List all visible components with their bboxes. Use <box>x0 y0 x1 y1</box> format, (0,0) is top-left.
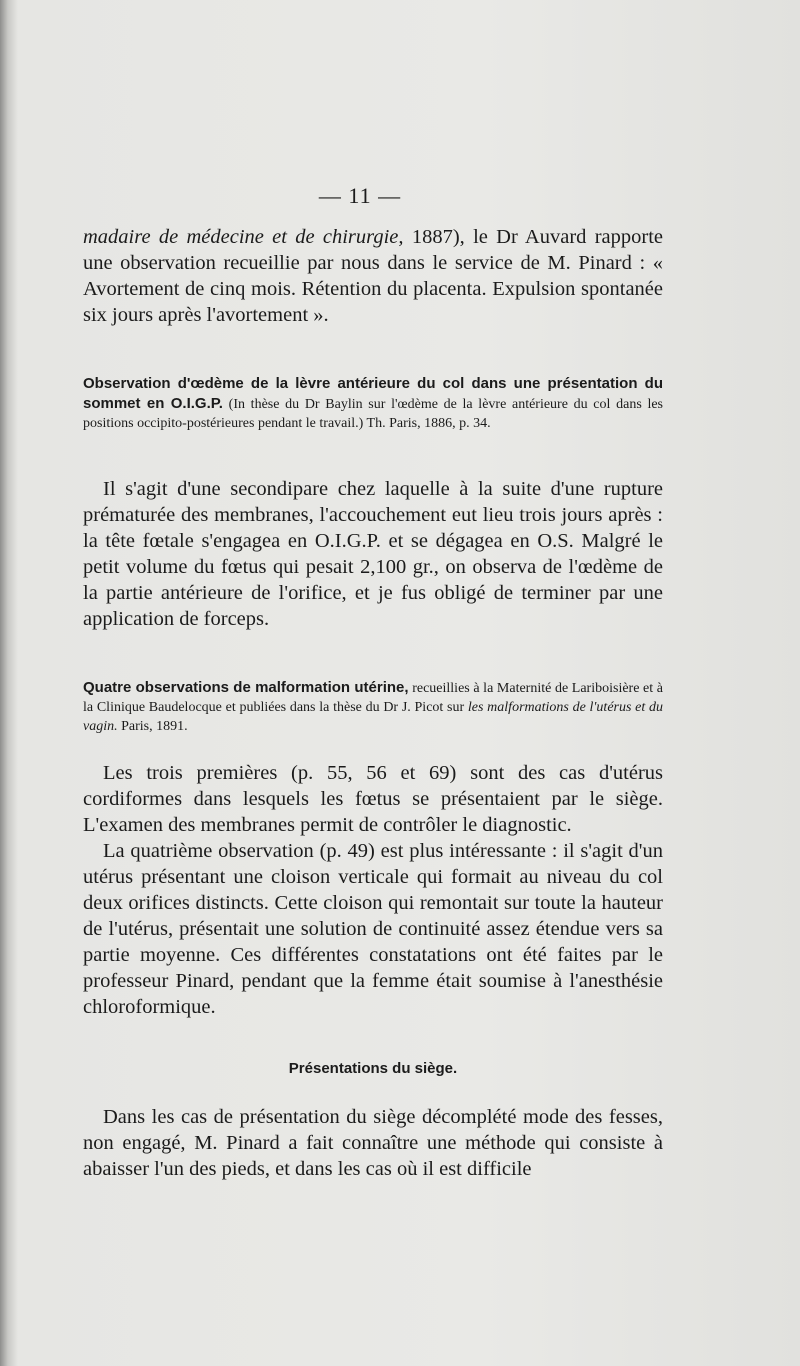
note-text-malformation-2: Paris, 1891. <box>117 719 188 734</box>
journal-title-italic: madaire de médecine et de chirurgie, <box>83 226 404 248</box>
observation-note-malformation <box>83 678 663 736</box>
note-book-title: les malformations de l'utérus et du vagin. <box>83 700 664 734</box>
paragraph-quatrieme-observation: La quatrième observation (p. 49) est plus intéressante : il s'agit d'un utérus présentant une cloison verticale qui formait au niveau du col deux orifices distincts. Cette cloison qui remontait sur toute la hauteur de l'utérus, présentait une solution de continuité assez étendue vers sa partie moyenne. Ces différentes constatations ont été faites par le professeur Pinard, pendant que la femme était soumise à l'anesthésie chloroformique. <box>83 840 663 1018</box>
paragraph-secondipare: Il s'agit d'une secondipare chez laquelle à la suite d'une rupture prématurée des membranes, l'accouchement eut lieu trois jours après : la tête fœtale s'engagea en O.I.G.P. et se dégagea en O.S. Malgré le petit volume du fœtus qui pesait 2,100 gr., on observa de l'œdème de la partie antérieure de l'orifice, et je fus obligé de terminer par une application de forceps. <box>83 478 663 630</box>
note-text-oedeme: (In thèse du Dr Baylin sur l'œdème de la lèvre antérieure du col dans les positions occipito-postérieures pendant le travail.) Th. Paris, 1886, p. 34. <box>83 397 663 431</box>
paragraph-continued-text: 1887), le Dr Auvard rapporte une observation recueillie par nous dans le service de M. Pinard : « Avortement de cinq mois. Rétention du placenta. Expulsion spontanée six jours après l'avortement ». <box>83 226 663 326</box>
note-text-malformation-1: recueillies à la Maternité de Lariboisière et à la Clinique Baudelocque et publiées dans la thèse du Dr J. Picot sur <box>83 681 663 715</box>
section-title: Présentations du siège. <box>288 1060 458 1077</box>
page-number: — 11 — <box>318 183 402 208</box>
note-heading-oedeme: Observation d'œdème de la lèvre antérieure du col dans une présentation du sommet en O.I.G.P. <box>83 375 663 412</box>
note-heading-malformation: Quatre observations de malformation utérine, <box>83 679 409 696</box>
paragraph-trois-premieres: Les trois premières (p. 55, 56 et 69) sont des cas d'utérus cordiformes dans lesquels les fœtus se présentaient par le siège. L'examen des membranes permit de contrôler le diagnostic. <box>83 762 663 836</box>
paragraph-presentation-siege: Dans les cas de présentation du siège décomplété mode des fesses, non engagé, M. Pinard a fait connaître une méthode qui consiste à abaisser l'un des pieds, et dans les cas où il est difficile <box>83 1106 663 1180</box>
observation-note-oedeme <box>83 374 663 433</box>
paragraph-continued <box>83 224 663 328</box>
